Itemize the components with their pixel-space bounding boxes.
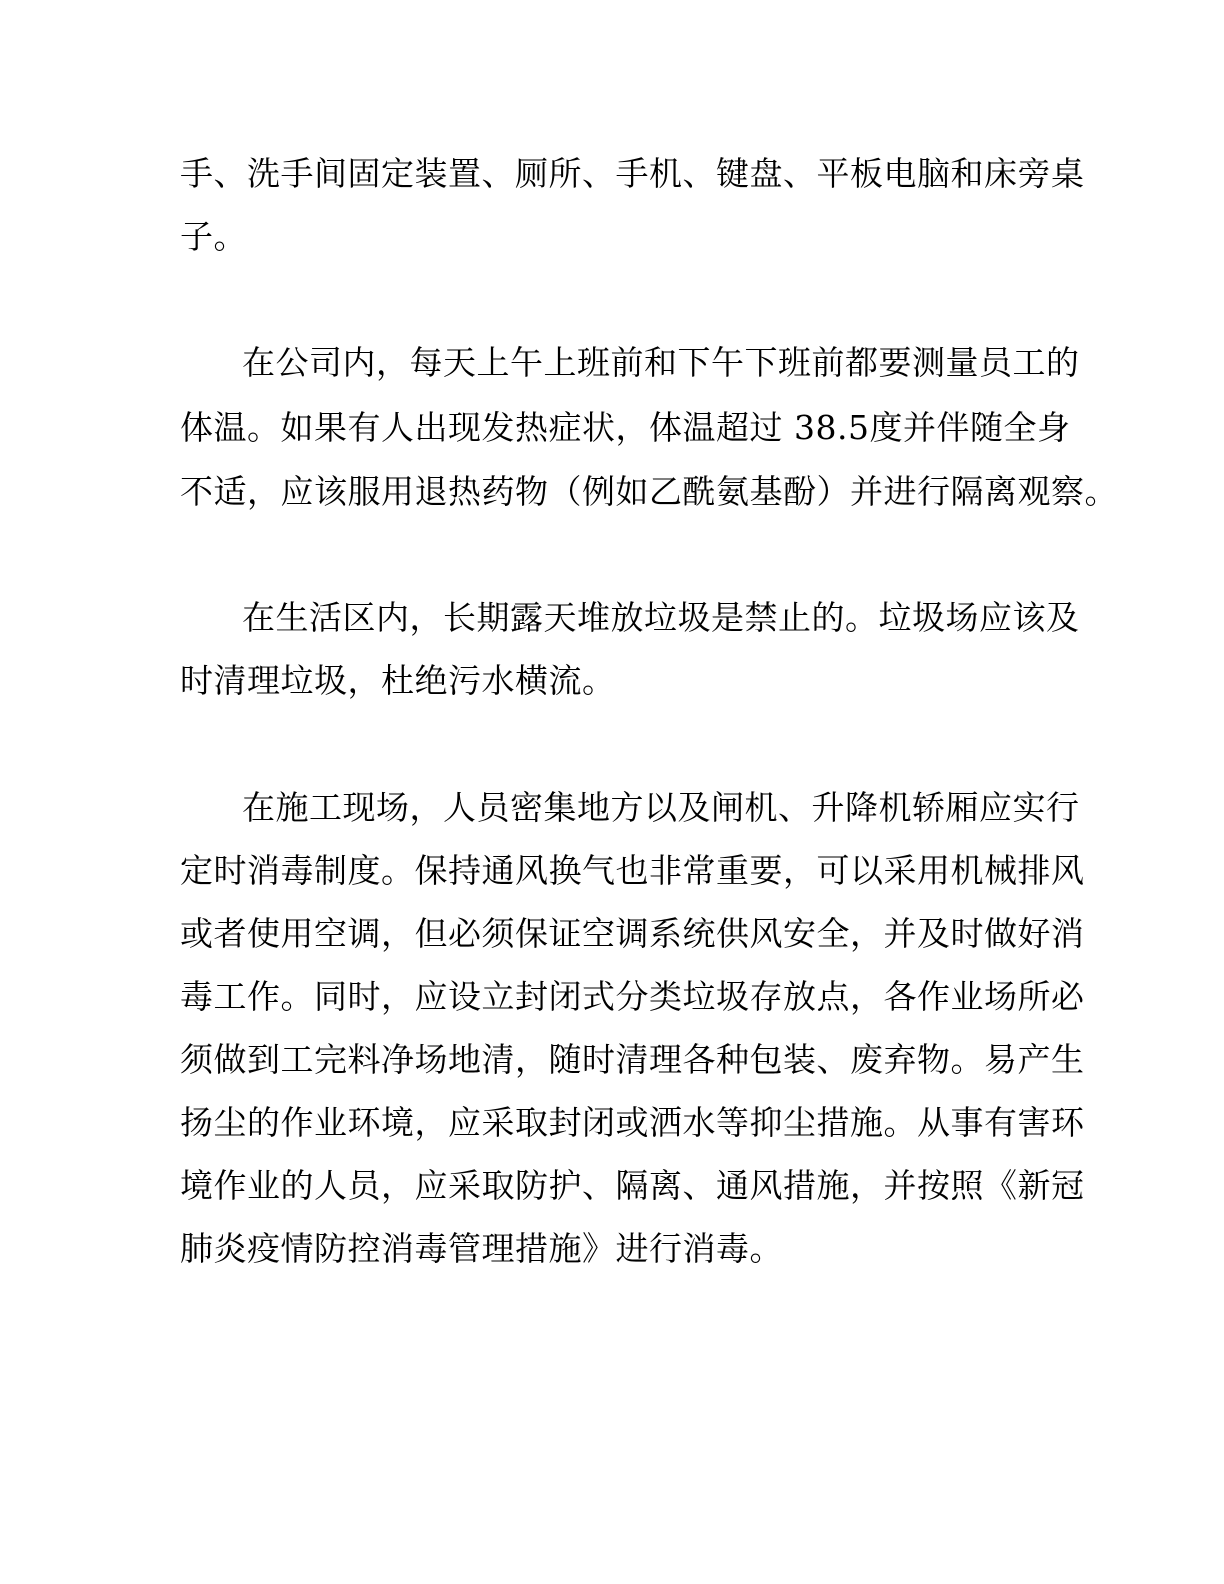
paragraph-2-line-2: 体温。如果有人出现发热症状，体温超过 38.5度并伴随全身 (180, 408, 1071, 447)
paragraph-4-line-5: 须做到工完料净场地清，随时清理各种包装、废弃物。易产生 (180, 1040, 1085, 1079)
paragraph-4-line-6: 扬尘的作业环境，应采取封闭或洒水等抑尘措施。从事有害环 (180, 1103, 1085, 1142)
paragraph-1-line-1: 手、洗手间固定装置、厕所、手机、键盘、平板电脑和床旁桌 (180, 154, 1085, 193)
paragraph-4-line-3: 或者使用空调，但必须保证空调系统供风安全，并及时做好消 (180, 914, 1085, 953)
paragraph-4-line-1: 在施工现场，人员密集地方以及闸机、升降机轿厢应实行 (242, 788, 1080, 827)
paragraph-3-line-1: 在生活区内，长期露天堆放垃圾是禁止的。垃圾场应该及 (242, 598, 1080, 637)
paragraph-1-line-2: 子。 (180, 217, 247, 256)
paragraph-2-line-3: 不适，应该服用退热药物（例如乙酰氨基酚）并进行隔离观察。 (180, 472, 1118, 511)
paragraph-3-line-2: 时清理垃圾，杜绝污水横流。 (180, 661, 616, 700)
paragraph-4-line-4: 毒工作。同时，应设立封闭式分类垃圾存放点，各作业场所必 (180, 977, 1085, 1016)
paragraph-4-line-7: 境作业的人员，应采取防护、隔离、通风措施，并按照《新冠 (180, 1166, 1085, 1205)
paragraph-4-line-2: 定时消毒制度。保持通风换气也非常重要，可以采用机械排风 (180, 851, 1085, 890)
paragraph-4-line-8: 肺炎疫情防控消毒管理措施》进行消毒。 (180, 1229, 783, 1268)
paragraph-2-line-1: 在公司内，每天上午上班前和下午下班前都要测量员工的 (242, 343, 1080, 382)
